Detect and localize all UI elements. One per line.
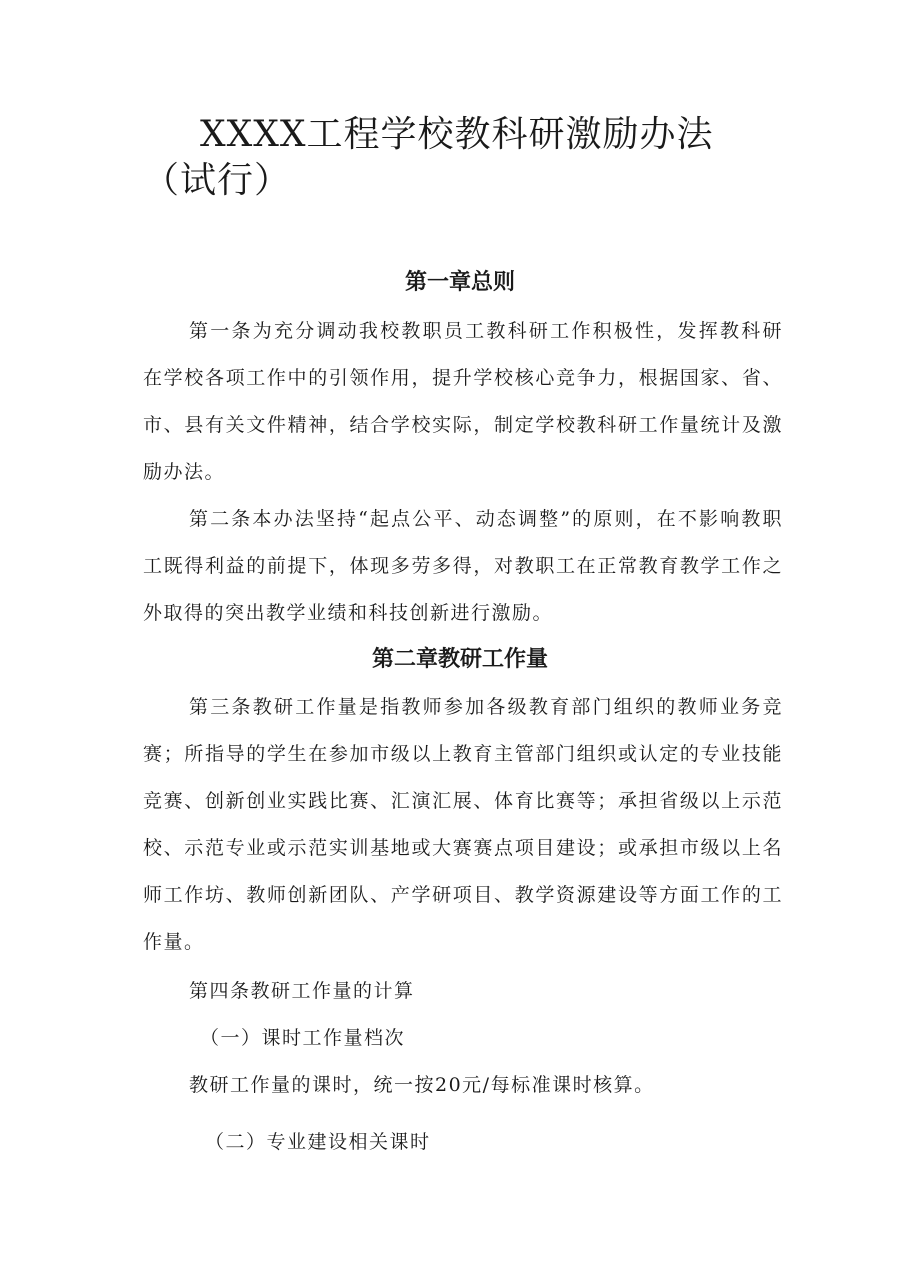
article-2-paragraph: 第二条本办法坚持“起点公平、动态调整”的原则，在不影响教职工既得利益的前提下，体现多劳多得，对教职工在正常教育教学工作之外取得的突出教学业绩和科技创新进行激励。 xyxy=(143,508,783,624)
section-2-heading: （二）专业建设相关课时 xyxy=(205,1131,431,1153)
section-1-heading: （一）课时工作量档次 xyxy=(200,1027,406,1049)
article-4-heading: 第四条教研工作量的计算 xyxy=(189,980,415,1002)
chapter-2-heading: 第二章教研工作量 xyxy=(371,647,548,672)
rate-paragraph: 教研工作量的课时，统一按20元/每标准课时核算。 xyxy=(189,1074,655,1096)
article-3-paragraph: 第三条教研工作量是指教师参加各级教育部门组织的教师业务竞赛；所指导的学生在参加市级以上教育主管部门组织或认定的专业技能竞赛、创新创业实践比赛、汇演汇展、体育比赛等；承担省级以上示范校、示范专业或示范实训基地或大赛赛点项目建设；或承担市级以上名师工作坊、教师创新团队、产学研项目、教学资源建设等方面工作的工作量。 xyxy=(143,696,783,953)
chapter-1-heading: 第一章总则 xyxy=(404,270,515,295)
article-1-paragraph: 第一条为充分调动我校教职员工教科研工作积极性，发挥教科研在学校各项工作中的引领作用，提升学校核心竞争力，根据国家、省、市、县有关文件精神，结合学校实际，制定学校教科研工作量统计及激励办法。 xyxy=(143,320,783,483)
document-title: XXXX工程学校教科研激励办法（试行） xyxy=(143,114,714,201)
